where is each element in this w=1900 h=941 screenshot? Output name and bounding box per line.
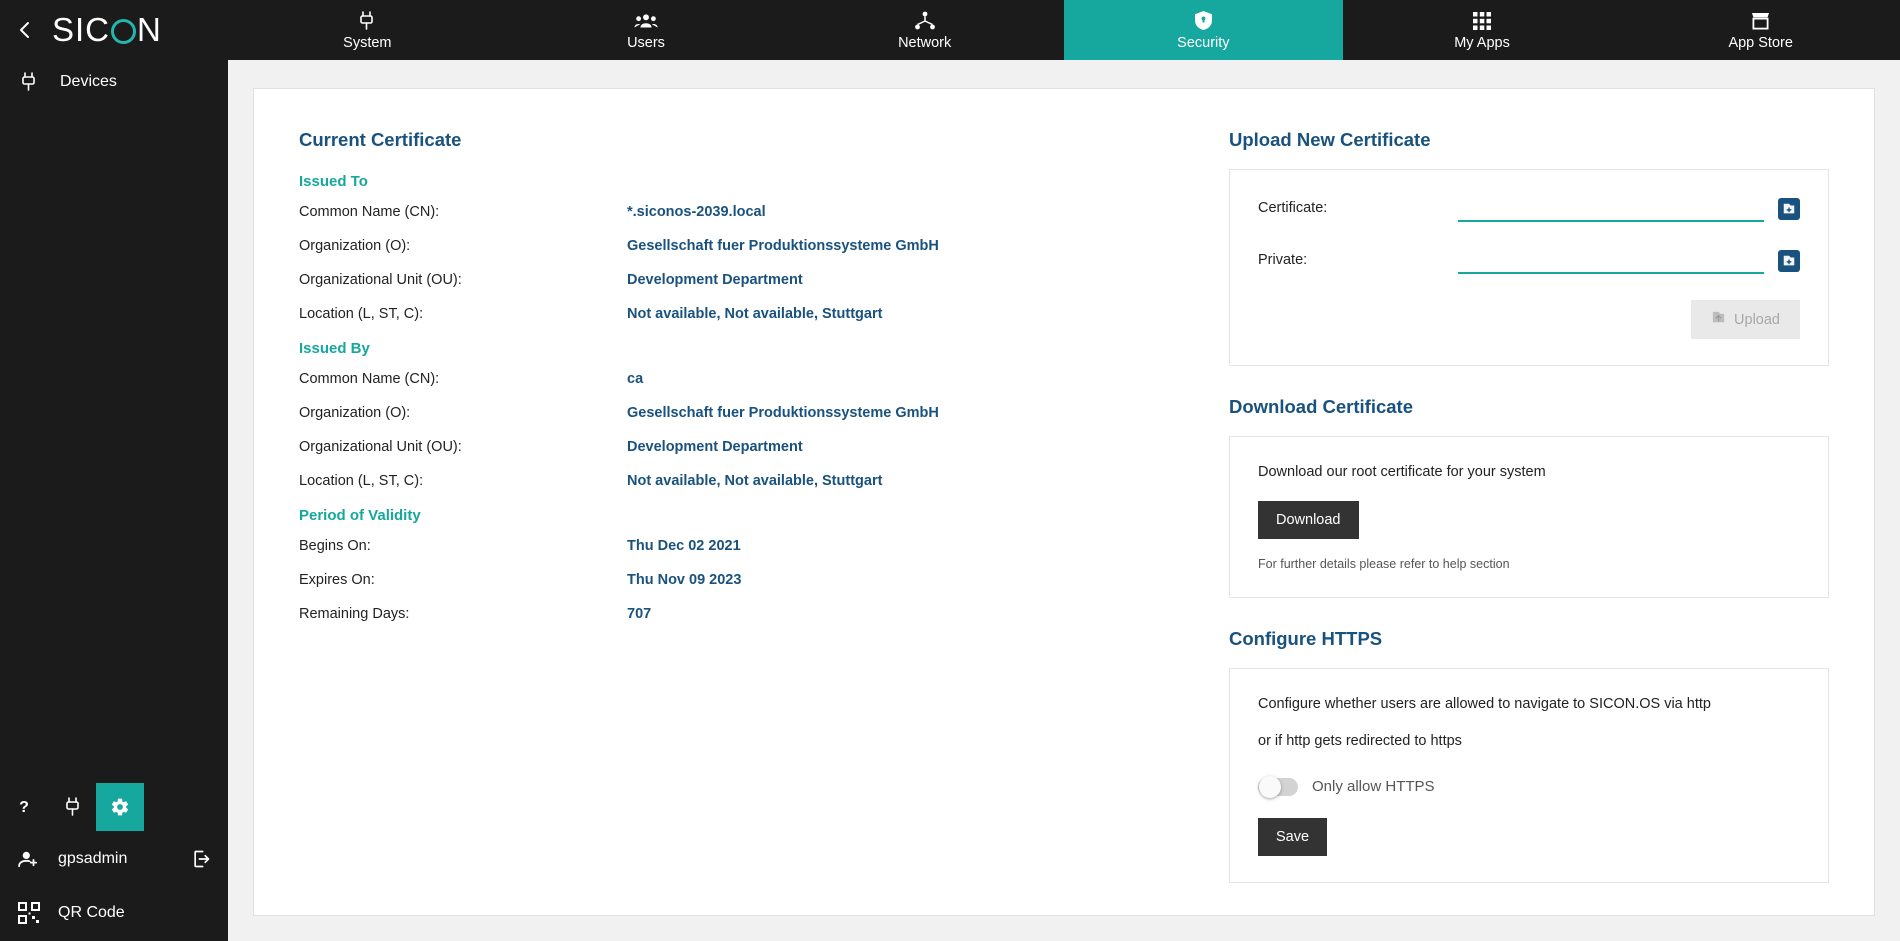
field-value: Thu Dec 02 2021	[627, 538, 741, 554]
upload-certificate-title: Upload New Certificate	[1229, 129, 1431, 150]
configure-https-card	[1229, 668, 1829, 883]
logout-icon[interactable]	[184, 849, 218, 869]
issued-by-row	[299, 473, 1179, 489]
upload-button-row	[1258, 300, 1800, 339]
field-key: Common Name (CN):	[299, 371, 440, 387]
https-description-line2: or if http gets redirected to https	[1258, 733, 1462, 750]
tab-my-apps[interactable]	[1343, 0, 1622, 60]
top-navigation	[228, 0, 1900, 60]
field-key: Organization (O):	[299, 405, 411, 421]
tab-label: Network	[898, 34, 952, 51]
field-key: Organizational Unit (OU):	[299, 439, 462, 455]
shield-icon	[1194, 10, 1213, 32]
issued-by-row	[299, 371, 1179, 387]
right-column	[1179, 129, 1829, 913]
brand-name-post: N	[137, 11, 162, 48]
upload-button[interactable]	[1691, 300, 1800, 339]
page-title: Current Certificate	[299, 129, 462, 150]
current-certificate-section	[299, 129, 1179, 913]
field-value: 707	[627, 606, 652, 622]
issued-to-row	[299, 238, 1179, 254]
sidebar-qr-row[interactable]	[0, 885, 228, 941]
download-note: For further details please refer to help section	[1258, 556, 1510, 571]
validity-title: Period of Validity	[299, 507, 421, 524]
private-label: Private:	[1258, 252, 1308, 268]
configure-https-title: Configure HTTPS	[1229, 627, 1383, 649]
sidebar-footer	[0, 781, 228, 941]
sidebar-username: gpsadmin	[58, 850, 128, 867]
sidebar-header	[0, 0, 228, 60]
certificate-field-row	[1258, 196, 1800, 222]
tab-label: System	[343, 34, 392, 51]
download-certificate-title: Download Certificate	[1229, 396, 1413, 417]
users-icon	[634, 10, 658, 32]
tab-security[interactable]	[1064, 0, 1343, 60]
sidebar-qr-label: QR Code	[58, 904, 125, 921]
https-toggle-row	[1258, 778, 1800, 796]
validity-row	[299, 572, 1179, 588]
issued-to-title: Issued To	[299, 173, 368, 190]
device-icon[interactable]	[48, 783, 96, 831]
brand-name-pre: SIC	[52, 11, 111, 48]
field-value: Not available, Not available, Stuttgart	[627, 306, 883, 322]
certificate-input[interactable]	[1458, 196, 1764, 222]
field-key: Common Name (CN):	[299, 204, 440, 220]
sidebar-item-devices[interactable]	[0, 60, 228, 104]
tab-system[interactable]	[228, 0, 507, 60]
certificate-label: Certificate:	[1258, 200, 1328, 216]
download-description: Download our root certificate for your system	[1258, 464, 1546, 480]
private-key-input[interactable]	[1458, 248, 1764, 274]
field-value: Development Department	[627, 272, 803, 288]
sidebar	[0, 0, 228, 941]
field-key: Location (L, ST, C):	[299, 306, 424, 322]
issued-to-row	[299, 204, 1179, 220]
device-icon	[10, 72, 46, 92]
only-allow-https-label: Only allow HTTPS	[1312, 778, 1435, 796]
field-value: *.siconos-2039.local	[627, 204, 766, 220]
validity-row	[299, 606, 1179, 622]
private-field-row	[1258, 248, 1800, 274]
field-key: Begins On:	[299, 538, 371, 554]
upload-button-label: Upload	[1734, 311, 1780, 328]
validity-row	[299, 538, 1179, 554]
toggle-knob	[1259, 776, 1281, 798]
store-icon	[1750, 10, 1771, 32]
tab-app-store[interactable]	[1621, 0, 1900, 60]
back-icon[interactable]	[8, 13, 42, 47]
brand-logo	[52, 11, 162, 49]
field-value: ca	[627, 371, 644, 387]
field-value: Gesellschaft fuer Produktionssysteme GmbH	[627, 238, 939, 254]
tab-label: Security	[1177, 34, 1230, 51]
gear-icon[interactable]	[96, 783, 144, 831]
field-value: Development Department	[627, 439, 803, 455]
issued-by-title: Issued By	[299, 340, 370, 357]
tab-label: Users	[627, 34, 665, 51]
main-area	[228, 0, 1900, 941]
field-value: Gesellschaft fuer Produktionssysteme GmbH	[627, 405, 939, 421]
upload-certificate-card	[1229, 169, 1829, 366]
sidebar-item-label: Devices	[60, 73, 117, 90]
sidebar-quick-actions	[0, 781, 228, 833]
issued-by-row	[299, 405, 1179, 421]
grid-apps-icon	[1472, 10, 1492, 32]
upload-icon	[1711, 310, 1726, 329]
field-key: Organizational Unit (OU):	[299, 272, 462, 288]
tab-users[interactable]	[507, 0, 786, 60]
security-panel	[253, 88, 1875, 916]
chip-icon	[359, 10, 375, 32]
field-value: Not available, Not available, Stuttgart	[627, 473, 883, 489]
field-key: Expires On:	[299, 572, 375, 588]
help-icon[interactable]	[0, 783, 48, 831]
issued-to-row	[299, 306, 1179, 322]
svg-text:?: ?	[19, 799, 29, 816]
sidebar-user-row	[0, 833, 228, 885]
download-button[interactable]: Download	[1258, 501, 1359, 539]
issued-to-row	[299, 272, 1179, 288]
field-key: Remaining Days:	[299, 606, 410, 622]
brand-ring-icon	[111, 19, 136, 44]
field-key: Location (L, ST, C):	[299, 473, 424, 489]
tab-label: My Apps	[1454, 34, 1510, 51]
file-add-icon[interactable]	[1778, 198, 1800, 220]
network-icon	[914, 10, 936, 32]
qr-code-icon	[10, 902, 48, 924]
field-key: Organization (O):	[299, 238, 411, 254]
save-button[interactable]: Save	[1258, 818, 1327, 856]
download-certificate-card	[1229, 436, 1829, 598]
user-add-icon	[10, 850, 48, 868]
file-add-icon[interactable]	[1778, 250, 1800, 272]
field-value: Thu Nov 09 2023	[627, 572, 742, 588]
content-area	[228, 60, 1900, 941]
tab-network[interactable]	[785, 0, 1064, 60]
only-allow-https-toggle[interactable]	[1258, 778, 1298, 796]
panel-columns	[254, 89, 1874, 913]
tab-label: App Store	[1728, 34, 1793, 51]
https-description-line1: Configure whether users are allowed to navigate to SICON.OS via http	[1258, 695, 1711, 712]
issued-by-row	[299, 439, 1179, 455]
